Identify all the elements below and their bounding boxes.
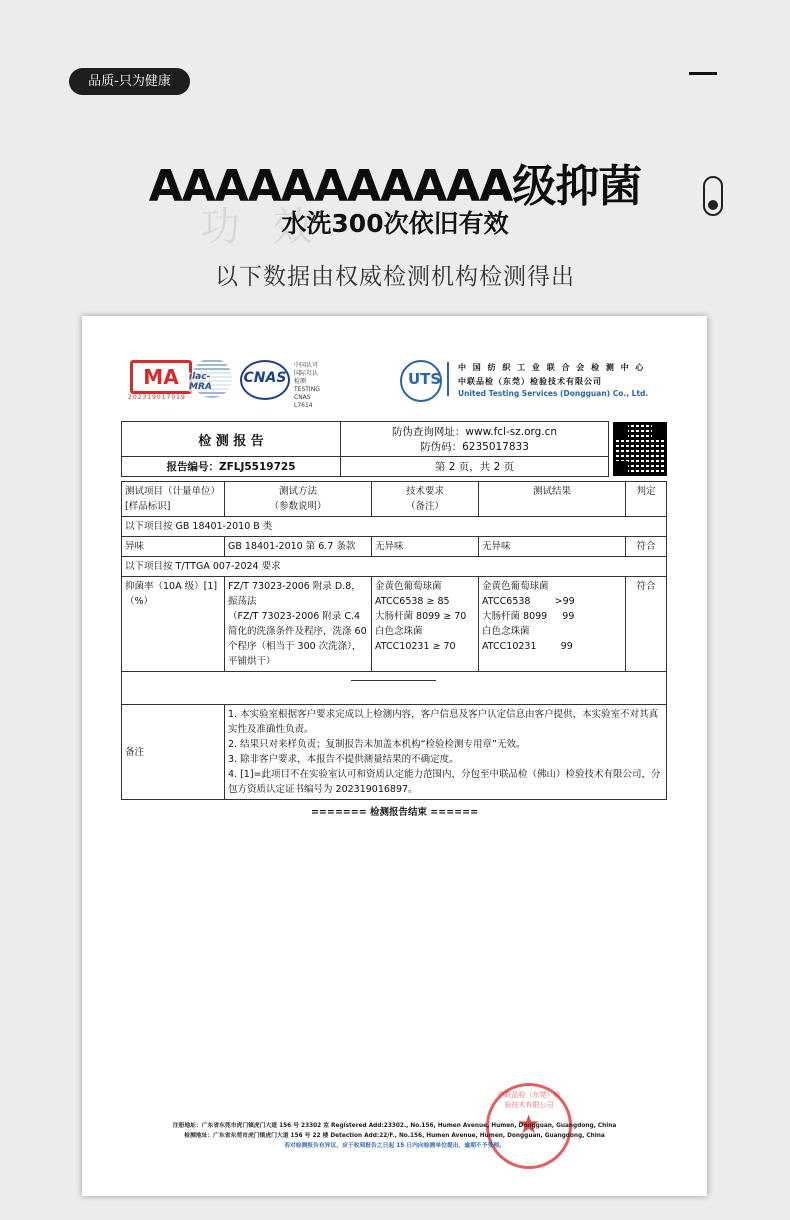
blank-row [122, 672, 667, 705]
results-table [121, 481, 667, 800]
remarks-row: 备注 1. 本实验室根据客户要求完成以上检测内容，客户信息及客户认定信息由客户提供，本实验室不对其真实性及准确性负责。 2. 结果只对来样负责；复制报告未加盖本机构“检验检测专用章”无效。 3. 除非客户要求，本报告不提供测量结果的不确定度。 4. [1]=此项目不在实验室认可和资质认定能力范围内，分包至中联品检（佛山）检验技术有限公司，分包方资质认定证书编号为 202319016897。 [122, 705, 667, 800]
separator-line [351, 680, 436, 681]
headline: AAAAAAAAAAA级抑菌 [148, 161, 642, 212]
col-header-verdict: 判定 [626, 482, 667, 517]
address-footer: 注册地址：广东省东莞市虎门镇虎门大道 156 号 23302 室 Registered Add:23302., No.156, Humen Avenue, Humen, Dongguan, Guangdong, China 检测地址：广东省东莞市虎门镇虎门大道 156 号 22 楼 Detection Add:22/F., No.156, Humen Avenue, Humen, Dongguan, Guangdong, China 若对检测报告有异议，应于收到报告之日起 15 日内向检测单位提出，逾期不予受理。 [172, 1123, 617, 1149]
cma-number: 202319017019 [128, 394, 186, 401]
cnas-logo-icon: CNAS [240, 360, 290, 400]
verify-url: 防伪查询网址：www.fcl-sz.org.cn [391, 426, 558, 438]
cnas-caption: 中国认可 国际互认 检测 TESTING CNAS L7614 [294, 362, 320, 409]
table-row: 抑菌率（10A 级）[1] （%） FZ/T 73023-2006 附录 D.8，振荡法 （FZ/T 73023-2006 附录 C.4 简化的洗涤条件及程序，洗涤 60 个程序（相当于 300 次洗涤），平铺烘干） 金黄色葡萄球菌 ATCC6538 ≥ 85 大肠杆菌 8099 ≥ 70 白色念珠菌 ATCC10231 ≥ 70 金黄色葡萄球菌 ATCC6538 >99 大肠杆菌 8099 99 白色念珠菌 ATCC10231 99 符合 [122, 577, 667, 672]
ghost-text: 功 效 [200, 204, 323, 250]
source-note: 以下数据由权威检测机构检测得出 [215, 264, 575, 290]
section-row: 以下项目按 GB 18401-2010 B 类 [122, 517, 667, 537]
cma-logo-icon: MA [130, 360, 192, 394]
col-header-method: 测试方法 （参数说明） [225, 482, 372, 517]
page-indicator: 第 2 页，共 2 页 [341, 457, 609, 477]
qr-code-icon[interactable] [613, 422, 667, 476]
official-seal-icon: 中联品检（东莞）检验技术有限公司 ★ [486, 1083, 572, 1169]
menu-dash-icon[interactable] [689, 72, 717, 75]
subtitle: 水洗300次依旧有效 [281, 209, 509, 238]
verify-code: 防伪码：6235017833 [420, 441, 529, 453]
uts-logo-icon: UTS [400, 360, 442, 402]
scroll-toggle-icon[interactable] [703, 176, 723, 216]
col-header-item: 测试项目（计量单位） [样品标识] [122, 482, 225, 517]
col-header-result: 测试结果 [479, 482, 626, 517]
report-title: 检 测 报 告 [122, 422, 341, 457]
report-header-table [121, 421, 609, 477]
section-row: 以下项目按 T/TTGA 007-2024 要求 [122, 557, 667, 577]
col-header-requirement: 技术要求 （备注） [372, 482, 479, 517]
end-of-report: ======= 检测报告结束 ====== [310, 807, 479, 818]
test-report-document: MA 202319017019 ilac-MRA CNAS 中国认可 国际互认 检测 TESTING CNAS L7614 UTS 中 国 纺 织 工 业 联 合 会 检 测 中 心 中联品检（东莞）检验技术有限公司 United Testing Services (Dongguan) Co., Ltd. 检 测 报 告 防伪查询网址：www.fcl-sz.org.cn 防伪码：6235017833 报告编号：ZFLJ5519725 第 2 页，共 2 页 测试项目（计量单位） [样品标识] 测试方法 （参数说明） 技术要求 （备注） 测试结果 判定 以下项目按 GB 18401-2010 B 类 异味 GB 18401-2010 第 6.7 条款 无异味 无异味 符合 以下项目按 T/TTGA 007-2024 要求 抑菌率（10A 级）[1] （%） FZ/T 73023-2006 附录 D.8，振荡法 （FZ/T 73023-2006 附录 C.4 简化的洗涤条件及程序，洗涤 60 个程序（相当于 300 次洗涤），平铺烘干） 金黄色葡萄球菌 ATCC6538 ≥ 85 大肠杆菌 8099 ≥ 70 白色念珠菌 ATCC10231 ≥ 70 金黄色葡萄球菌 ATCC6538 >99 大肠杆菌 8099 99 白色念珠菌 ATCC10231 99 符合 备注 1. 本实验室根据客户要求完成以上检测内容，客户信息及客户认定信息由客户提供，本实验室不对其真实性及准确性负责。 2. 结果只对来样负责；复制报告未加盖本机构“检验检测专用章”无效。 3. 除非客户要求，本报告不提供测量结果的不确定度。 4. [1]=此项目不在实验室认可和资质认定能力范围内，分包至中联品检（佛山）检验技术有限公司，分包方资质认定证书编号为 202319016897。 ======= 检测报告结束 ====== 中联品检（东莞）检验技术有限公司 ★ 注册地址：广东省东莞市虎门镇虎门大道 156 号 23302 室 Registered Add:23302., No.156, Humen Avenue, Humen, Dongguan, Guangdong, China 检测地址：广东省东莞市虎门镇虎门大道 156 号 22 楼 Detection Add:22/F., No.156, Humen Avenue, Humen, Dongguan, Guangdong, China 若对检测报告有异议，应于收到报告之日起 15 日内向检测单位提出，逾期不予受理。 [82, 316, 707, 1196]
report-number: 报告编号：ZFLJ5519725 [122, 457, 341, 477]
ilac-mra-logo-icon: ilac-MRA [192, 358, 232, 398]
brand-pill: 品质-只为健康 [69, 68, 190, 95]
table-row: 异味 GB 18401-2010 第 6.7 条款 无异味 无异味 符合 [122, 537, 667, 557]
